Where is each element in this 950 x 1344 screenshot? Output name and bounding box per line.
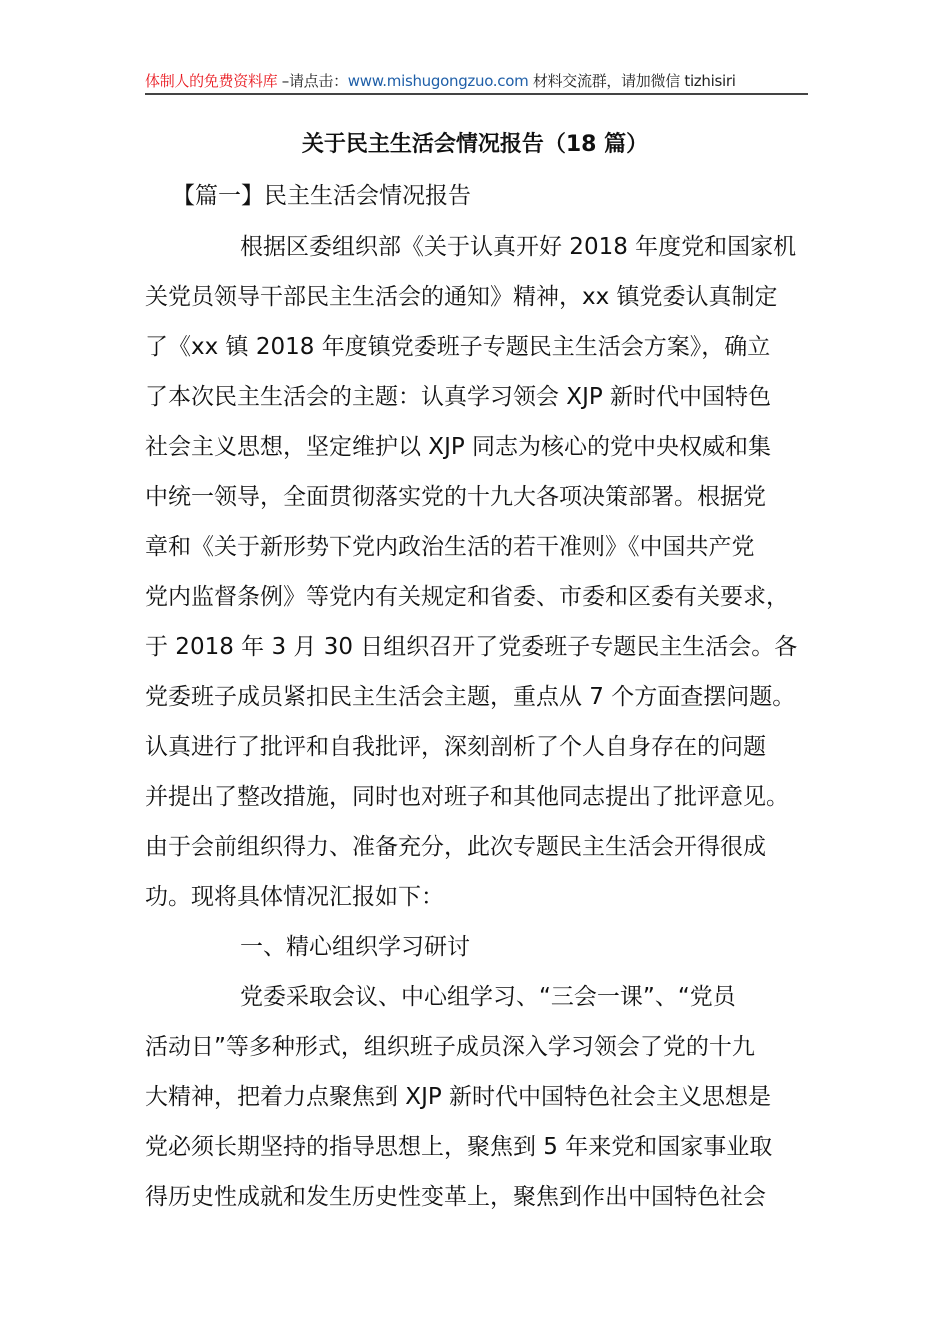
- paragraph-line: 章和《关于新形势下党内政治生活的若干准则》《中国共产党: [145, 534, 755, 560]
- paragraph-line: 活动日”等多种形式，组织班子成员深入学习领会了党的十九: [145, 1034, 755, 1060]
- header-brand: 体制人的免费资料库: [145, 72, 278, 90]
- header-contact-info: 材料交流群，请加微信 tizhisiri: [528, 72, 736, 90]
- paragraph-line: 党委采取会议、中心组学习、“三会一课”、“党员: [240, 984, 736, 1010]
- paragraph-line: 大精神，把着力点聚焦到 XJP 新时代中国特色社会主义思想是: [145, 1084, 772, 1110]
- header-prompt: –请点击：: [277, 72, 348, 90]
- header-divider: [145, 93, 808, 95]
- paragraph-line: 社会主义思想，坚定维护以 XJP 同志为核心的党中央权威和集: [145, 434, 772, 460]
- header-website-link[interactable]: www.mishugongzuo.com: [347, 72, 529, 90]
- paragraph-line: 党必须长期坚持的指导思想上，聚焦到 5 年来党和国家事业取: [145, 1134, 773, 1160]
- page-header-banner: [145, 70, 808, 94]
- paragraph-line: 党委班子成员紧扣民主生活会主题，重点从 7 个方面查摆问题。: [145, 684, 796, 710]
- paragraph-line: 于 2018 年 3 月 30 日组织召开了党委班子专题民主生活会。各: [145, 634, 798, 660]
- paragraph-line: 党内监督条例》等党内有关规定和省委、市委和区委有关要求，: [145, 584, 789, 610]
- paragraph-line: 由于会前组织得力、准备充分，此次专题民主生活会开得很成: [145, 834, 766, 860]
- paragraph-line: 功。现将具体情况汇报如下：: [145, 884, 444, 910]
- paragraph-line: 得历史性成就和发生历史性变革上，聚焦到作出中国特色社会: [145, 1184, 766, 1210]
- paragraph-line: 了《xx 镇 2018 年度镇党委班子专题民主生活会方案》，确立: [145, 334, 771, 360]
- document-body: [145, 222, 815, 1222]
- document-title: 关于民主生活会情况报告（18 篇）: [301, 132, 649, 157]
- subsection-heading: 一、精心组织学习研讨: [240, 934, 470, 960]
- section-heading: 【篇一】民主生活会情况报告: [172, 183, 471, 209]
- paragraph-line: 关党员领导干部民主生活会的通知》精神，xx 镇党委认真制定: [145, 284, 778, 310]
- paragraph-line: 认真进行了批评和自我批评，深刻剖析了个人自身存在的问题: [145, 734, 766, 760]
- paragraph-line: 并提出了整改措施，同时也对班子和其他同志提出了批评意见。: [145, 784, 789, 810]
- paragraph-line: 了本次民主生活会的主题：认真学习领会 XJP 新时代中国特色: [145, 384, 772, 410]
- paragraph-line: 根据区委组织部《关于认真开好 2018 年度党和国家机: [240, 234, 797, 260]
- paragraph-line: 中统一领导，全面贯彻落实党的十九大各项决策部署。根据党: [145, 484, 766, 510]
